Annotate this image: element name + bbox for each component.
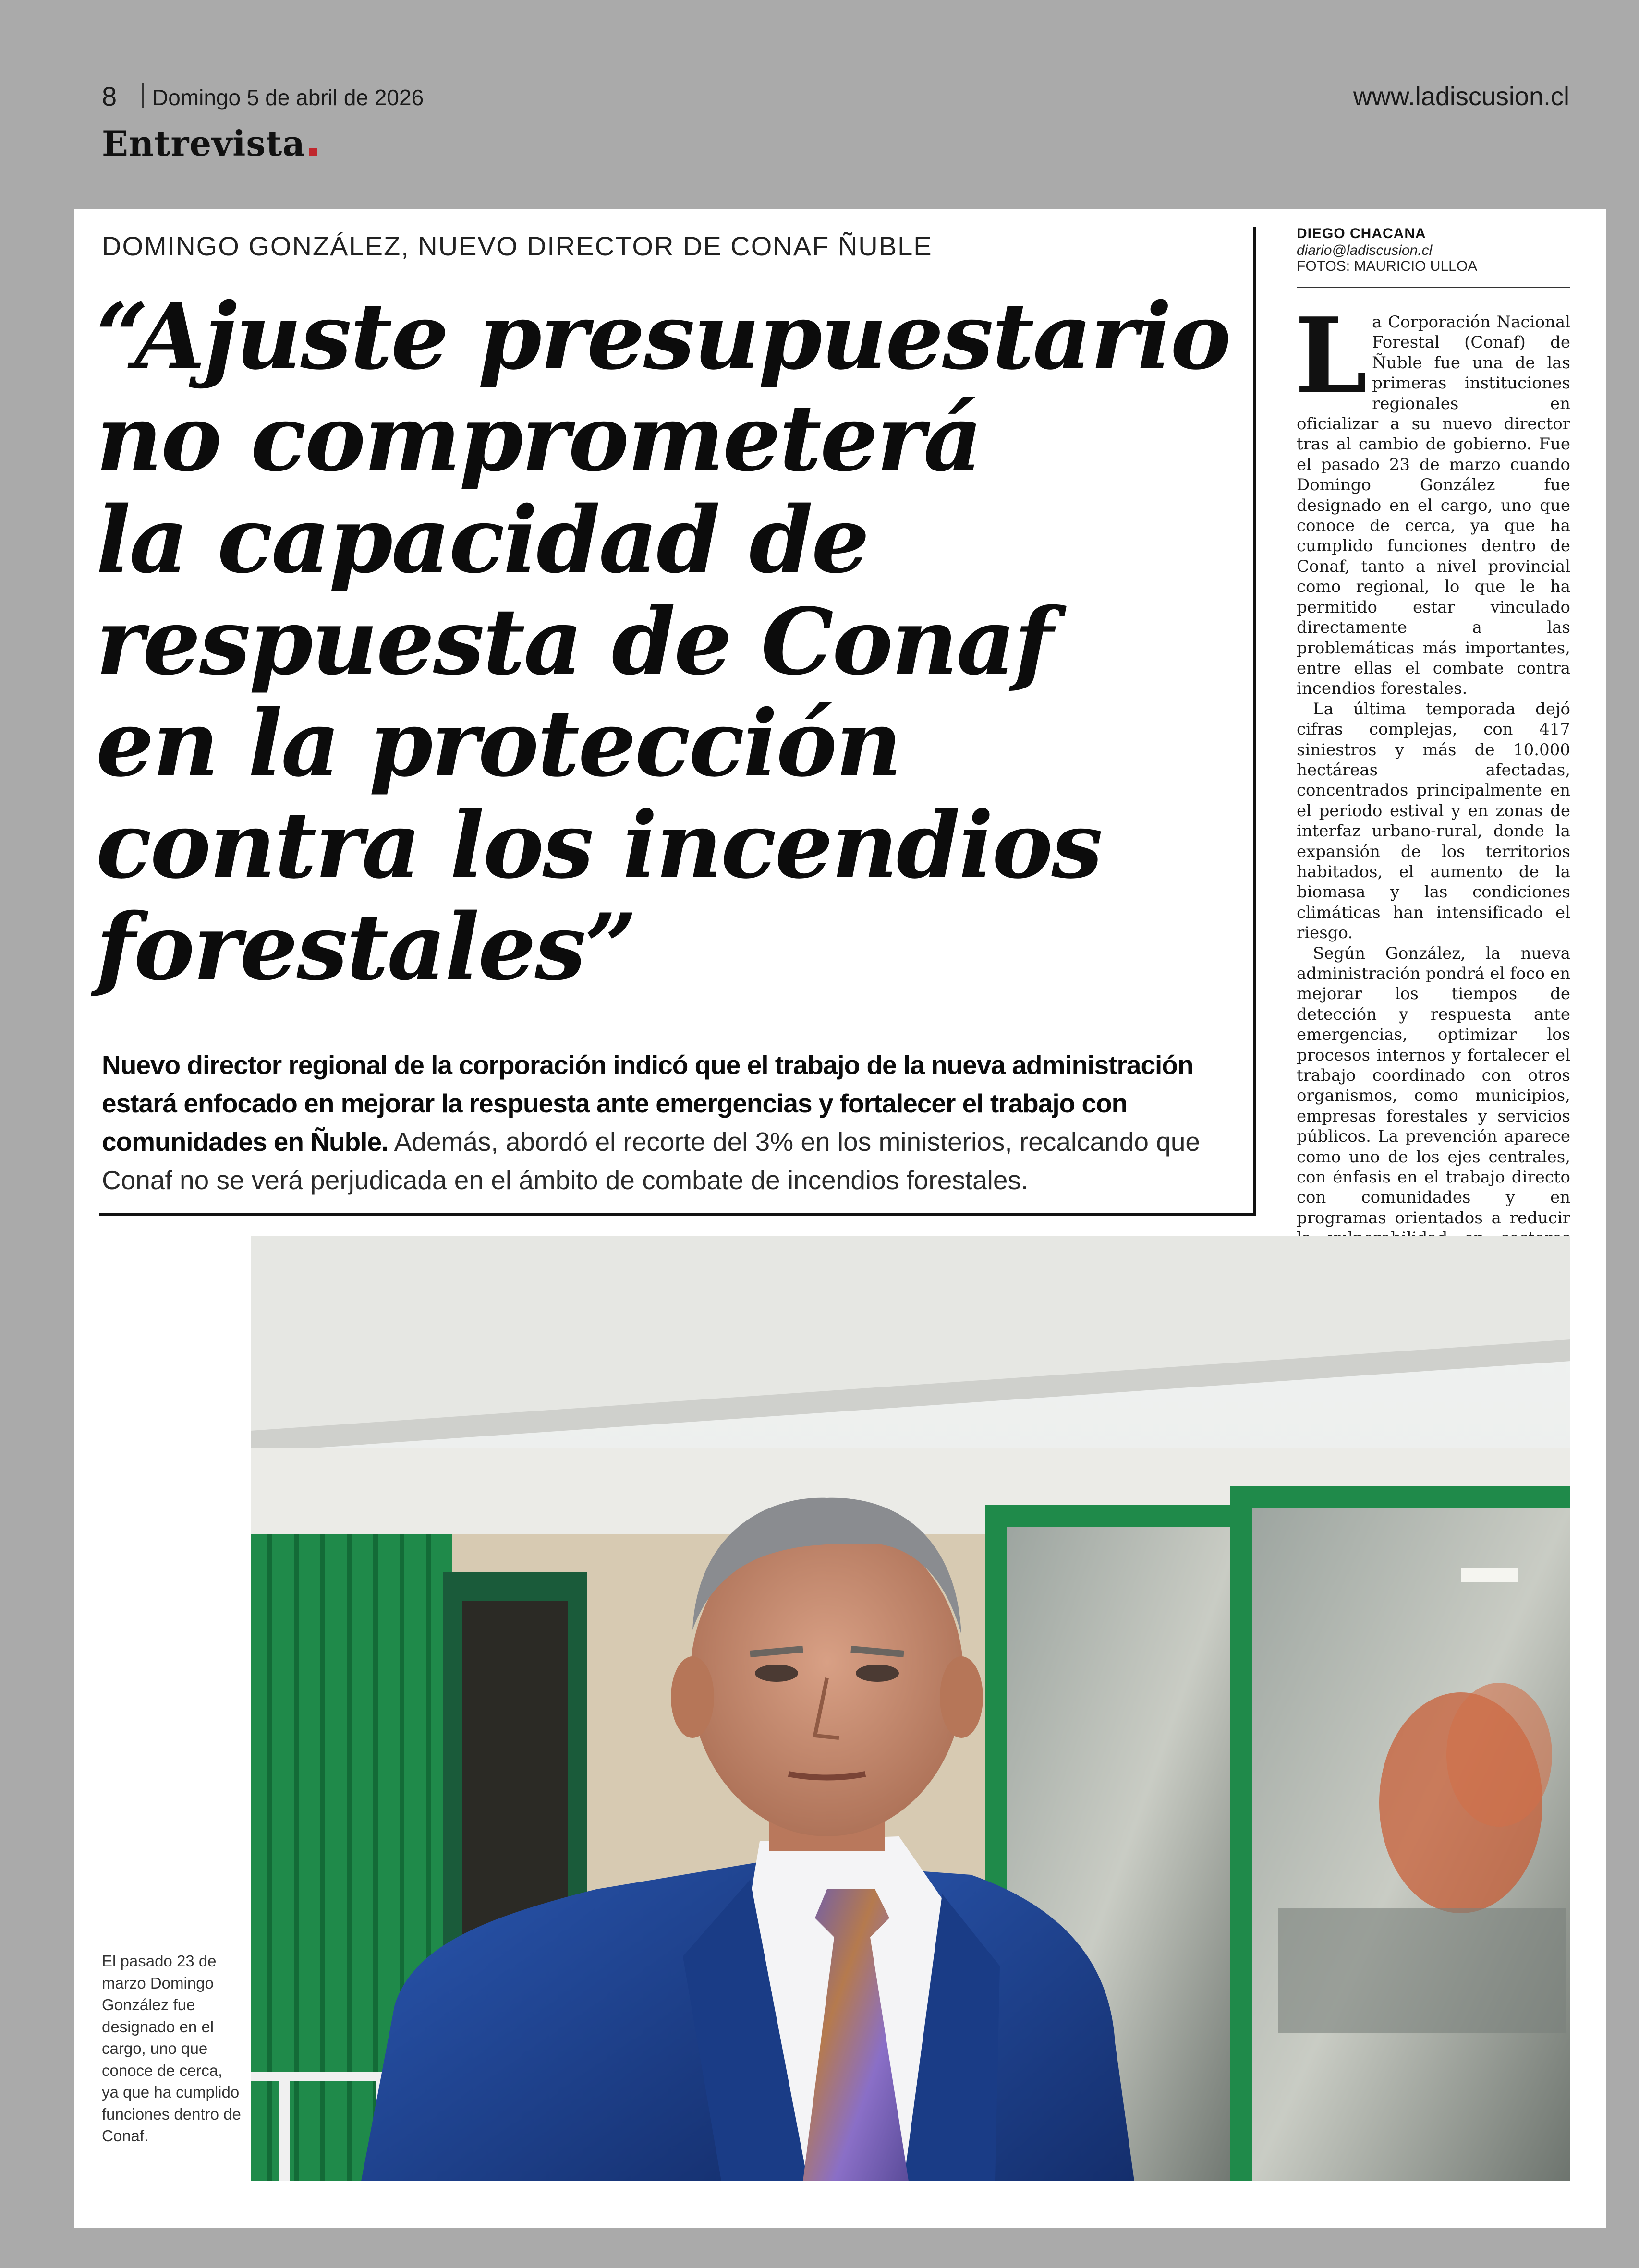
byline-rule <box>1297 287 1570 288</box>
article-headline <box>96 283 1249 1001</box>
drop-cap: L <box>1295 295 1368 416</box>
headline-line: “Ajuste presupuestario <box>96 283 1230 390</box>
headline-line: la capacidad de <box>96 486 868 593</box>
article-kicker: DOMINGO GONZÁLEZ, NUEVO DIRECTOR DE CONAF ÑUBLE <box>102 231 933 261</box>
header-separator <box>142 83 144 108</box>
article-photo <box>251 1236 1570 2181</box>
section-label <box>102 123 317 164</box>
section-accent-dot <box>309 148 317 156</box>
headline-line: en la protección <box>96 690 901 797</box>
issue-date: Domingo 5 de abril de 2026 <box>152 85 424 110</box>
byline-photo-credit: FOTOS: MAURICIO ULLOA <box>1297 258 1478 274</box>
headline-line: no comprometerá <box>96 385 981 492</box>
headline-line: respuesta de Conaf <box>96 588 1052 695</box>
body-paragraph: Según González, la nueva administración pondrá el foco en mejorar los tiempos de detección y respuesta ante emergencias, optimizar los procesos internos y fortalecer el trabajo coordinado con otros organismos, como municipios, empresas forestales y servicios públicos. La prevención aparece como uno de los ejes centrales, con énfasis en el trabajo directo con comunidades y en programas orientados a reducir <box>1297 943 1570 1228</box>
portrait-photo-illustration <box>251 1236 1570 2181</box>
photo-caption: El pasado 23 de marzo Domingo González fue designado en el cargo, uno que conoce de cerca, ya que ha cumplido funciones dentro de Conaf. <box>102 1952 241 2145</box>
body-paragraph: La última temporada dejó cifras complejas, con 417 siniestros y más de 10.000 hectáreas afectadas, concentrados principalmente en el periodo estival y en zonas de interfaz urbano-rural, donde la expansión de los territorios habitados, el aumento de la biomasa y las condiciones climáticas han intensificado el riesgo. <box>1297 699 1570 943</box>
website-url: www.ladiscusion.cl <box>1353 82 1569 111</box>
lede-bold: Nuevo director regional de la corporación indicó que el trabajo de la nueva administración estará enfocado en mejorar la respuesta ante emergencias y fortalecer el trabajo con comunidades en Ñuble. <box>102 1050 1193 1157</box>
article-lede <box>102 1046 1254 1199</box>
lede-regular: Además, abordó el recorte del 3% en los ministerios, recalcando que Conaf no se verá perjudicada en el ámbito de combate de incendios forestales. <box>102 1127 1200 1195</box>
lede-bottom-rule <box>99 1213 1256 1216</box>
byline-author: DIEGO CHACANA <box>1297 226 1426 241</box>
headline-line: contra los incendios <box>96 792 1102 899</box>
byline-email: diario@ladiscusion.cl <box>1297 242 1433 258</box>
body-paragraph <box>1295 295 1570 699</box>
headline-line: forestales” <box>96 893 636 1001</box>
column-divider <box>1253 227 1256 1216</box>
page-number: 8 <box>102 81 117 111</box>
article-body <box>1295 295 1570 1228</box>
body-paragraph-text: a Corporación Nacional Forestal (Conaf) de Ñuble fue una de las primeras instituciones regionales en oficializar a su nuevo director tras al cambio de gobierno. Fue el pasado 23 de marzo cuando Domingo González fue designado en el cargo, uno que conoce de cerca, ya que ha cumplido funciones dentro de Conaf, tanto a nivel provincial como regional, lo que le ha permitido estar vinculado directamente a las problemáticas más importantes, entre ellas el combate contra incendios forestales. <box>1297 313 1570 699</box>
section-name: Entrevista <box>102 123 305 164</box>
